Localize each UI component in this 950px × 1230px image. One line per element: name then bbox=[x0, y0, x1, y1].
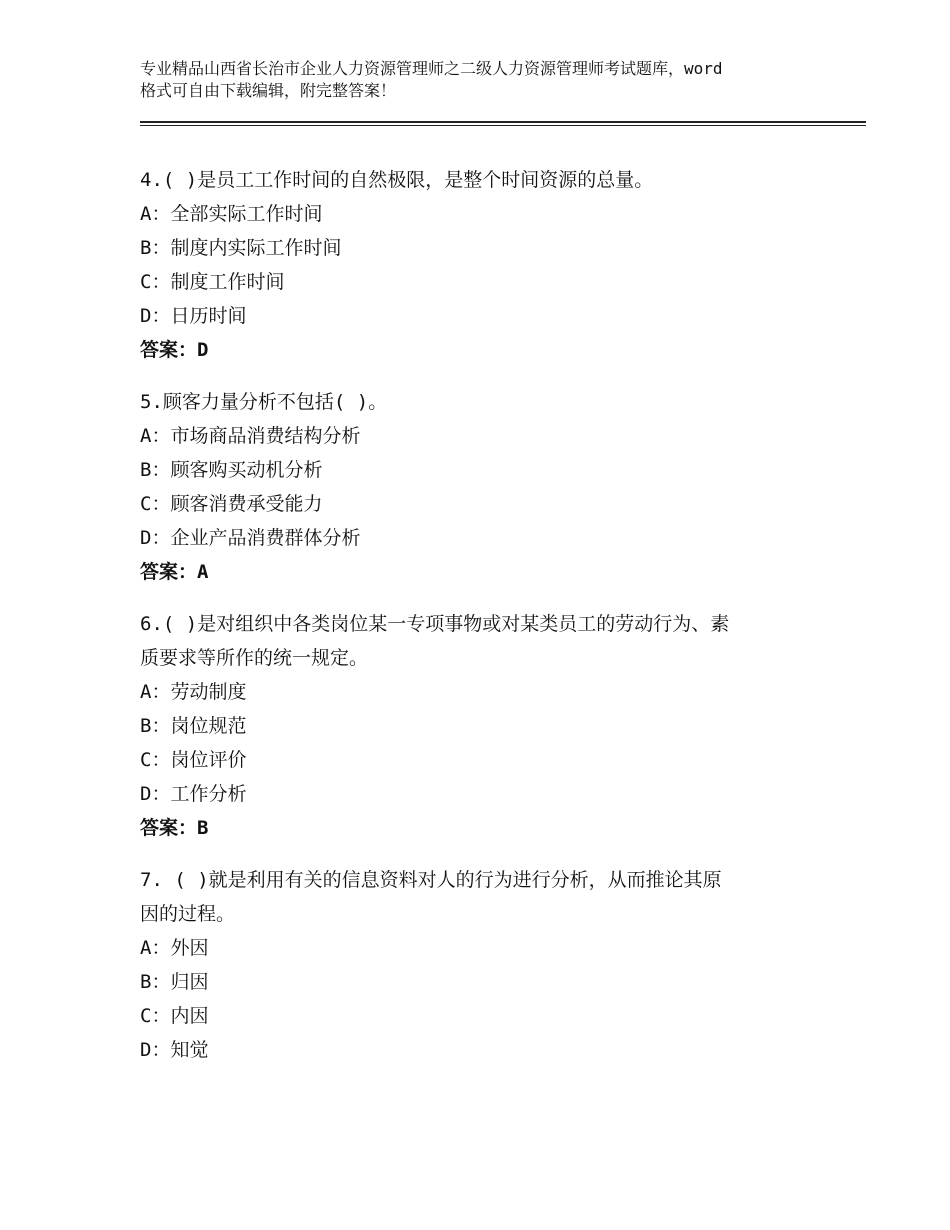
option-d: D：企业产品消费群体分析 bbox=[140, 527, 361, 549]
question-6 bbox=[140, 607, 840, 845]
header-rule-thin bbox=[140, 125, 866, 126]
stem-line: 因的过程。 bbox=[140, 903, 236, 925]
option-c: C：制度工作时间 bbox=[140, 271, 285, 293]
stem-line: 6.( )是对组织中各类岗位某一专项事物或对某类员工的劳动行为、素 bbox=[140, 613, 730, 635]
question-list bbox=[140, 163, 840, 1085]
option-a: A：市场商品消费结构分析 bbox=[140, 425, 361, 447]
question-stem bbox=[140, 163, 840, 197]
option-d: D：知觉 bbox=[140, 1039, 209, 1061]
question-5 bbox=[140, 385, 840, 589]
option-b: B：岗位规范 bbox=[140, 715, 247, 737]
stem-line: 7. ( )就是利用有关的信息资料对人的行为进行分析，从而推论其原 bbox=[140, 869, 722, 891]
answer: 答案：A bbox=[140, 561, 209, 583]
question-stem bbox=[140, 607, 840, 675]
option-a: A：劳动制度 bbox=[140, 681, 247, 703]
option-b: B：归因 bbox=[140, 971, 209, 993]
answer: 答案：D bbox=[140, 339, 209, 361]
option-c: C：岗位评价 bbox=[140, 749, 247, 771]
document-header bbox=[140, 58, 840, 102]
question-stem bbox=[140, 863, 840, 931]
question-7 bbox=[140, 863, 840, 1067]
header-line-2: 格式可自由下载编辑，附完整答案！ bbox=[140, 81, 397, 100]
header-line-1: 专业精品山西省长治市企业人力资源管理师之二级人力资源管理师考试题库，word bbox=[140, 59, 723, 78]
stem-line: 4.( )是员工工作时间的自然极限，是整个时间资源的总量。 bbox=[140, 169, 654, 191]
option-c: C：内因 bbox=[140, 1005, 209, 1027]
answer: 答案：B bbox=[140, 817, 209, 839]
option-a: A：全部实际工作时间 bbox=[140, 203, 323, 225]
option-b: B：顾客购买动机分析 bbox=[140, 459, 323, 481]
question-stem bbox=[140, 385, 840, 419]
option-b: B：制度内实际工作时间 bbox=[140, 237, 342, 259]
header-rule-thick bbox=[140, 121, 866, 123]
option-d: D：日历时间 bbox=[140, 305, 247, 327]
option-c: C：顾客消费承受能力 bbox=[140, 493, 323, 515]
stem-line: 5.顾客力量分析不包括( )。 bbox=[140, 391, 388, 413]
question-4 bbox=[140, 163, 840, 367]
stem-line: 质要求等所作的统一规定。 bbox=[140, 647, 369, 669]
option-a: A：外因 bbox=[140, 937, 209, 959]
option-d: D：工作分析 bbox=[140, 783, 247, 805]
